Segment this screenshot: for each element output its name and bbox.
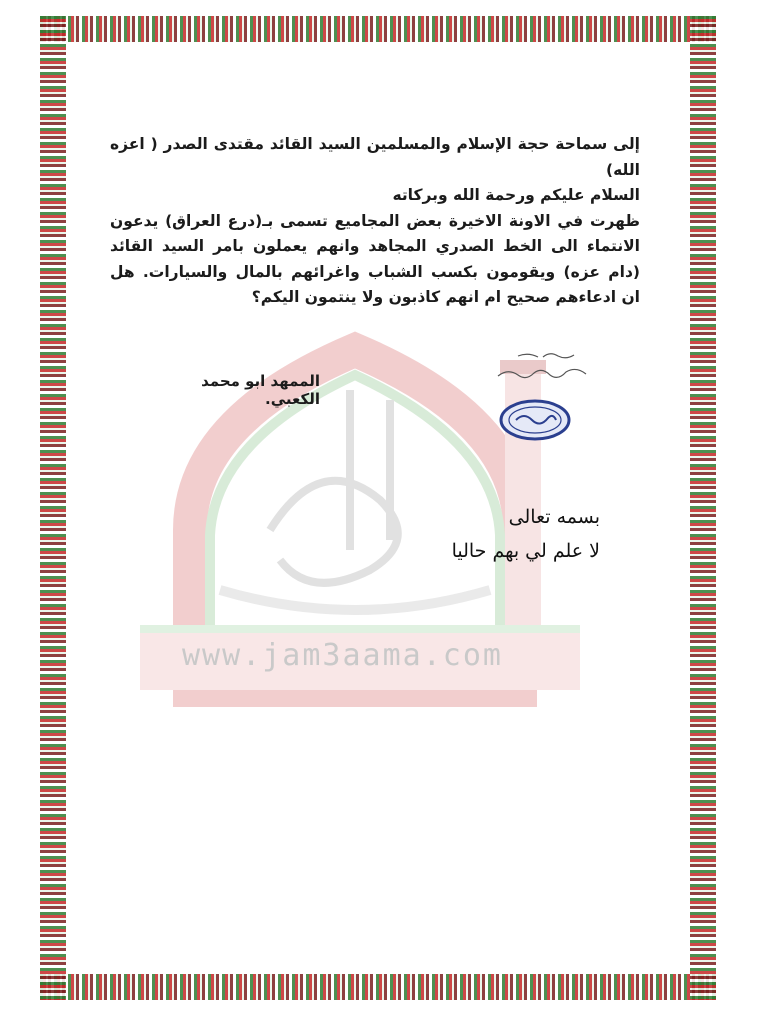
decorative-border-bottom xyxy=(40,974,716,1000)
reply-block xyxy=(400,500,600,568)
letter-greeting: إلى سماحة حجة الإسلام والمسلمين السيد القائد مقتدى الصدر ( اعزه الله) xyxy=(110,135,640,179)
letter-question: ظهرت في الاونة الاخيرة بعض المجاميع تسمى بـ(درع العراق) يدعون الانتماء الى الخط الصدري المجاهد وانهم يعملون بامر السيد القائد (دام عزه) ويقومون بكسب الشباب واغرائهم بالمال والسيارات. هل ان ادعاءهم صحيح ام انهم كاذبون ولا ينتمون اليكم؟ xyxy=(110,211,640,306)
letter-salutation: السلام عليكم ورحمة الله وبركاته xyxy=(392,186,640,204)
decorative-border-left xyxy=(40,16,66,1000)
letter-body xyxy=(110,132,640,311)
letter-signer: الممهد ابو محمد الكعبي. xyxy=(201,372,320,408)
reply-text: لا علم لي بهم حاليا xyxy=(451,540,600,562)
watermark-url: www.jam3aama.com xyxy=(182,638,503,673)
reply-heading: بسمه تعالى xyxy=(508,506,600,528)
decorative-border-top xyxy=(40,16,716,42)
handwritten-note xyxy=(488,348,598,388)
official-stamp xyxy=(498,398,572,442)
decorative-border-right xyxy=(690,16,716,1000)
